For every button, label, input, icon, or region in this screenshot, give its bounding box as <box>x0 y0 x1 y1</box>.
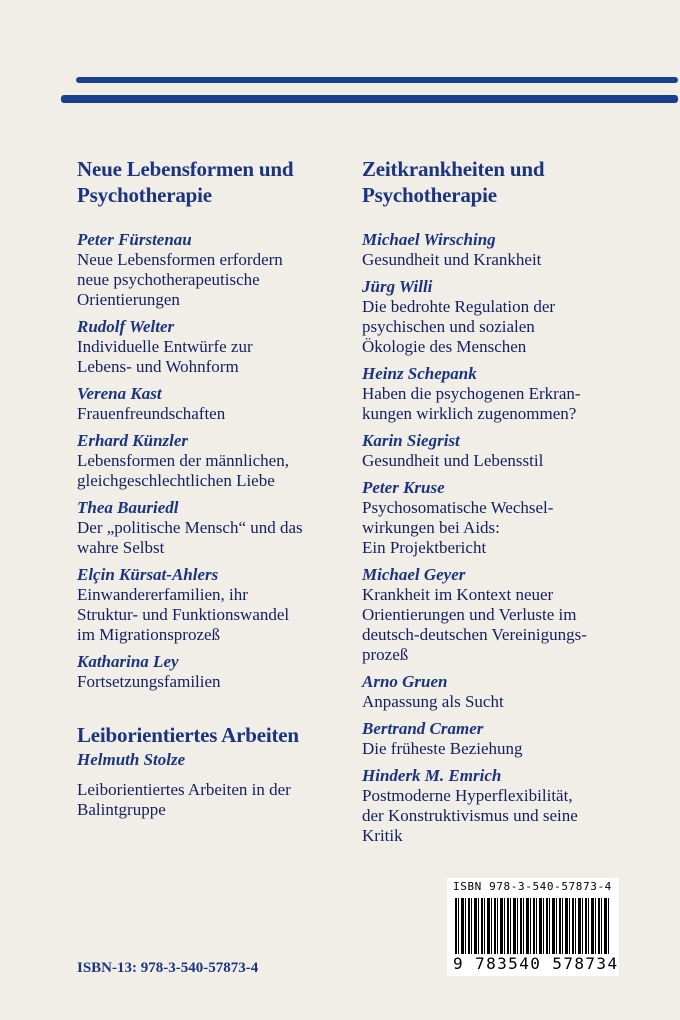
list-item <box>362 565 662 665</box>
entry-author: Peter Kruse <box>362 478 445 497</box>
entry-title: Der „politische Mensch“ und das wahre Selbst <box>77 518 303 557</box>
right-heading: Zeitkrankheiten und Psychotherapie <box>362 157 545 207</box>
list-item <box>362 230 662 270</box>
left-heading: Neue Lebensformen und Psychotherapie <box>77 157 294 207</box>
barcode <box>447 878 619 976</box>
list-item <box>77 317 347 377</box>
entry-author: Jürg Willi <box>362 277 433 296</box>
decorative-rule-bottom <box>61 95 678 103</box>
entry-title: Gesundheit und Lebensstil <box>362 451 544 470</box>
list-item <box>362 431 662 471</box>
list-item <box>77 652 347 692</box>
entry-author: Elçin Kürsat-Ahlers <box>77 565 219 584</box>
list-item <box>362 478 662 558</box>
entry-title: Psychosomatische Wechsel- wirkungen bei Aids: Ein Projektbericht <box>362 498 554 557</box>
entry-author: Rudolf Welter <box>77 317 175 336</box>
list-item <box>362 719 662 759</box>
list-item <box>77 498 347 558</box>
entry-author: Bertrand Cramer <box>362 719 484 738</box>
entry-author: Arno Gruen <box>362 672 448 691</box>
list-item <box>77 431 347 491</box>
entry-author: Helmuth Stolze <box>77 750 186 769</box>
entry-title: Frauenfreundschaften <box>77 404 226 423</box>
entry-title: Anpassung als Sucht <box>362 692 504 711</box>
entry-title: Lebensformen der männlichen, gleichgeschlechtlichen Liebe <box>77 451 289 490</box>
barcode-number: 9 783540 578734 <box>453 954 619 973</box>
entry-title: Die früheste Beziehung <box>362 739 523 758</box>
isbn-13-label: ISBN-13: 978-3-540-57873-4 <box>77 960 259 976</box>
entry-title: Leiborientiertes Arbeiten in der Balintgruppe <box>77 780 291 819</box>
entry-title: Die bedrohte Regulation der psychischen und sozialen Ökologie des Menschen <box>362 297 556 356</box>
right-entries <box>362 230 662 846</box>
entry-title: Neue Lebensformen erfordern neue psychotherapeutische Orientierungen <box>77 250 283 309</box>
list-item <box>77 384 347 424</box>
entry-author: Heinz Schepank <box>362 364 477 383</box>
entry-author: Katharina Ley <box>77 652 179 671</box>
entry-author: Verena Kast <box>77 384 162 403</box>
list-item <box>362 277 662 357</box>
decorative-rule-top <box>76 77 678 83</box>
list-item <box>77 230 347 310</box>
entry-author: Michael Geyer <box>362 565 466 584</box>
section2-heading: Leiborientiertes Arbeiten <box>77 723 299 747</box>
barcode-isbn-text: ISBN 978-3-540-57873-4 <box>453 880 612 893</box>
entry-author: Thea Bauriedl <box>77 498 179 517</box>
entry-title: Einwandererfamilien, ihr Struktur- und Funktionswandel im Migrationsprozeß <box>77 585 290 644</box>
entry-title: Gesundheit und Krankheit <box>362 250 542 269</box>
left-column <box>77 156 347 820</box>
list-item <box>77 565 347 645</box>
entry-title: Fortsetzungsfamilien <box>77 672 221 691</box>
entry-author: Michael Wirsching <box>362 230 496 249</box>
entry-title: Haben die psychogenen Erkran- kungen wirklich zugenommen? <box>362 384 581 423</box>
list-item <box>362 364 662 424</box>
left-entries <box>77 230 347 692</box>
entry-author: Peter Fürstenau <box>77 230 192 249</box>
barcode-bars <box>455 898 611 954</box>
entry-title: Postmoderne Hyperflexibilität, der Konstruktivismus und seine Kritik <box>362 786 578 845</box>
entry-title: Individuelle Entwürfe zur Lebens- und Wohnform <box>77 337 253 376</box>
section-leiborientiertes <box>77 722 347 820</box>
entry-author: Erhard Künzler <box>77 431 189 450</box>
entry-title: Krankheit im Kontext neuer Orientierungen und Verluste im deutsch-deutschen Vereinigungs- prozeß <box>362 585 587 664</box>
entry-author: Hinderk M. Emrich <box>362 766 502 785</box>
list-item <box>362 766 662 846</box>
right-column <box>362 156 662 853</box>
list-item <box>362 672 662 712</box>
entry-author: Karin Siegrist <box>362 431 460 450</box>
